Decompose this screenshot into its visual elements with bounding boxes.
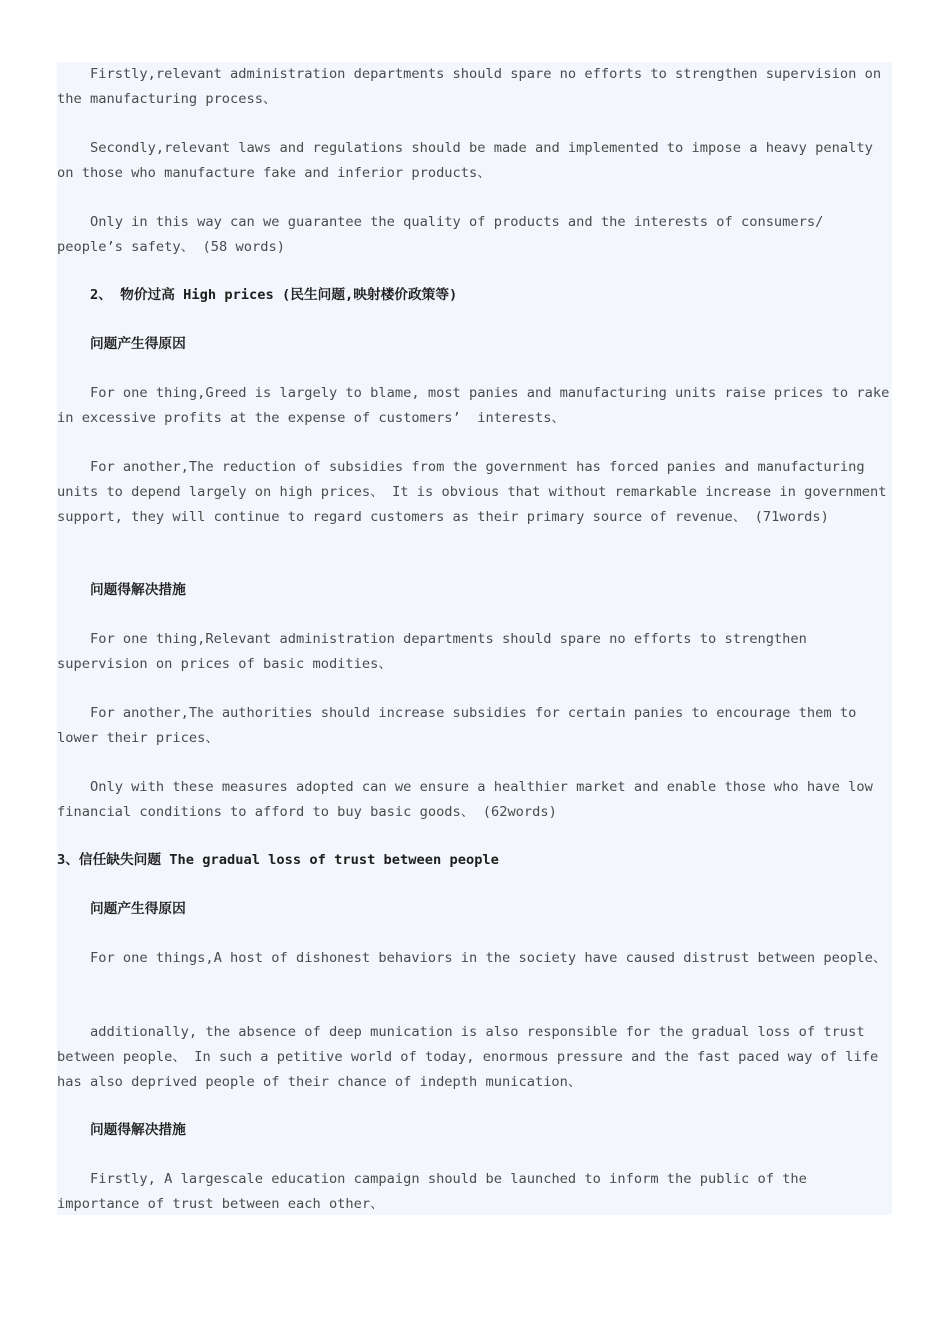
- subheading-causes: 问题产生得原因: [57, 336, 186, 352]
- section-heading-trust: 3、信任缺失问题 The gradual loss of trust between people: [57, 852, 499, 868]
- paragraph-communication: additionally, the absence of deep munication is also responsible for the gradual loss of trust between people、 In such a petitive world of today, enormous pressure and the fast paced way of life has also deprived people of their chance of indepth munication、: [57, 1024, 887, 1090]
- subheading-solutions: 问题得解决措施: [57, 582, 186, 598]
- paragraph-quality: Only in this way can we guarantee the quality of products and the interests of consumers/ people’s safety、 (58 words): [57, 214, 832, 255]
- paragraph-supervision: Firstly,relevant administration departments should spare no efforts to strengthen supervision on the manufacturing process、: [57, 66, 890, 107]
- paragraph-dishonest: For one things,A host of dishonest behaviors in the society have caused distrust between people、: [57, 950, 887, 966]
- subheading-solutions-trust: 问题得解决措施: [57, 1122, 186, 1138]
- section-heading-high-prices: 2、 物价过高 High prices (民生问题,映射楼价政策等): [57, 287, 458, 303]
- paragraph-subsidies: For another,The reduction of subsidies from the government has forced panies and manufacturing units to depend largely on high prices、 It is obvious that without remarkable increase in government support, they will continue to regard customers as their primary source of revenue、 (71words): [57, 459, 895, 525]
- paragraph-education: Firstly, A largescale education campaign should be launched to inform the public of the importance of trust between each other、: [57, 1171, 816, 1212]
- paragraph-penalty: Secondly,relevant laws and regulations should be made and implemented to impose a heavy penalty on those who manufacture fake and inferior products、: [57, 140, 882, 181]
- paragraph-healthier-market: Only with these measures adopted can we ensure a healthier market and enable those who have low financial conditions to afford to buy basic goods、 (62words): [57, 779, 882, 820]
- paragraph-price-supervision: For one thing,Relevant administration departments should spare no efforts to strengthen supervision on prices of basic modities、: [57, 631, 816, 672]
- paragraph-increase-subsidies: For another,The authorities should increase subsidies for certain panies to encourage them to lower their prices、: [57, 705, 865, 746]
- document-body: [57, 62, 898, 1215]
- paragraph-greed: For one thing,Greed is largely to blame, most panies and manufacturing units raise prices to rake in excessive profits at the expense of customers’ interests、: [57, 385, 898, 426]
- subheading-causes-trust: 问题产生得原因: [57, 901, 186, 917]
